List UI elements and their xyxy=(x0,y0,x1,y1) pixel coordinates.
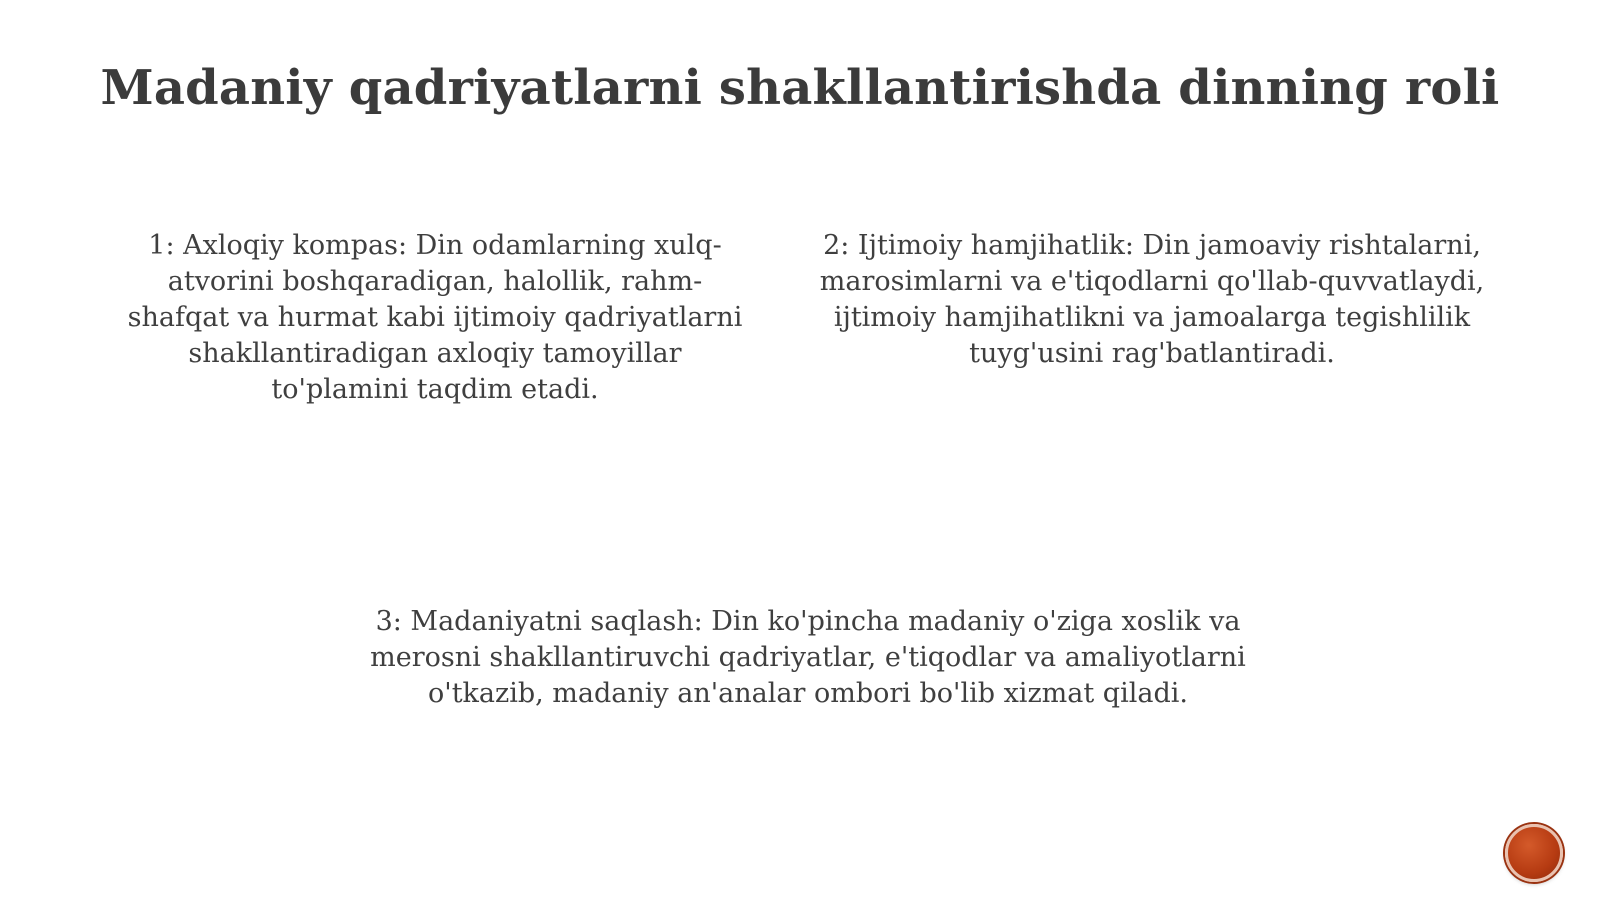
point-culture-preservation: 3: Madaniyatni saqlash: Din ko'pincha madaniy o'ziga xoslik va merosni shakllantiruvchi qadriyatlar, e'tiqodlar va amaliyotlarni o'tkazib, madaniy an'analar ombori bo'lib xizmat qiladi. xyxy=(370,606,1246,709)
slide-title: Madaniy qadriyatlarni shakllantirishda dinning roli xyxy=(100,60,1500,116)
point-moral-compass: 1: Axloqiy kompas: Din odamlarning xulq-atvorini boshqaradigan, halollik, rahm-shafqat va hurmat kabi ijtimoiy qadriyatlarni shakllantiradigan axloqiy tamoyillar to'plamini taqdim etadi. xyxy=(127,230,743,405)
circle-nav-icon[interactable] xyxy=(1505,824,1563,882)
point-social-cohesion: 2: Ijtimoiy hamjihatlik: Din jamoaviy rishtalarni, marosimlarni va e'tiqodlarni qo'llab-quvvatlaydi, ijtimoiy hamjihatlikni va jamoalarga tegishlilik tuyg'usini rag'batlantiradi. xyxy=(819,230,1485,369)
